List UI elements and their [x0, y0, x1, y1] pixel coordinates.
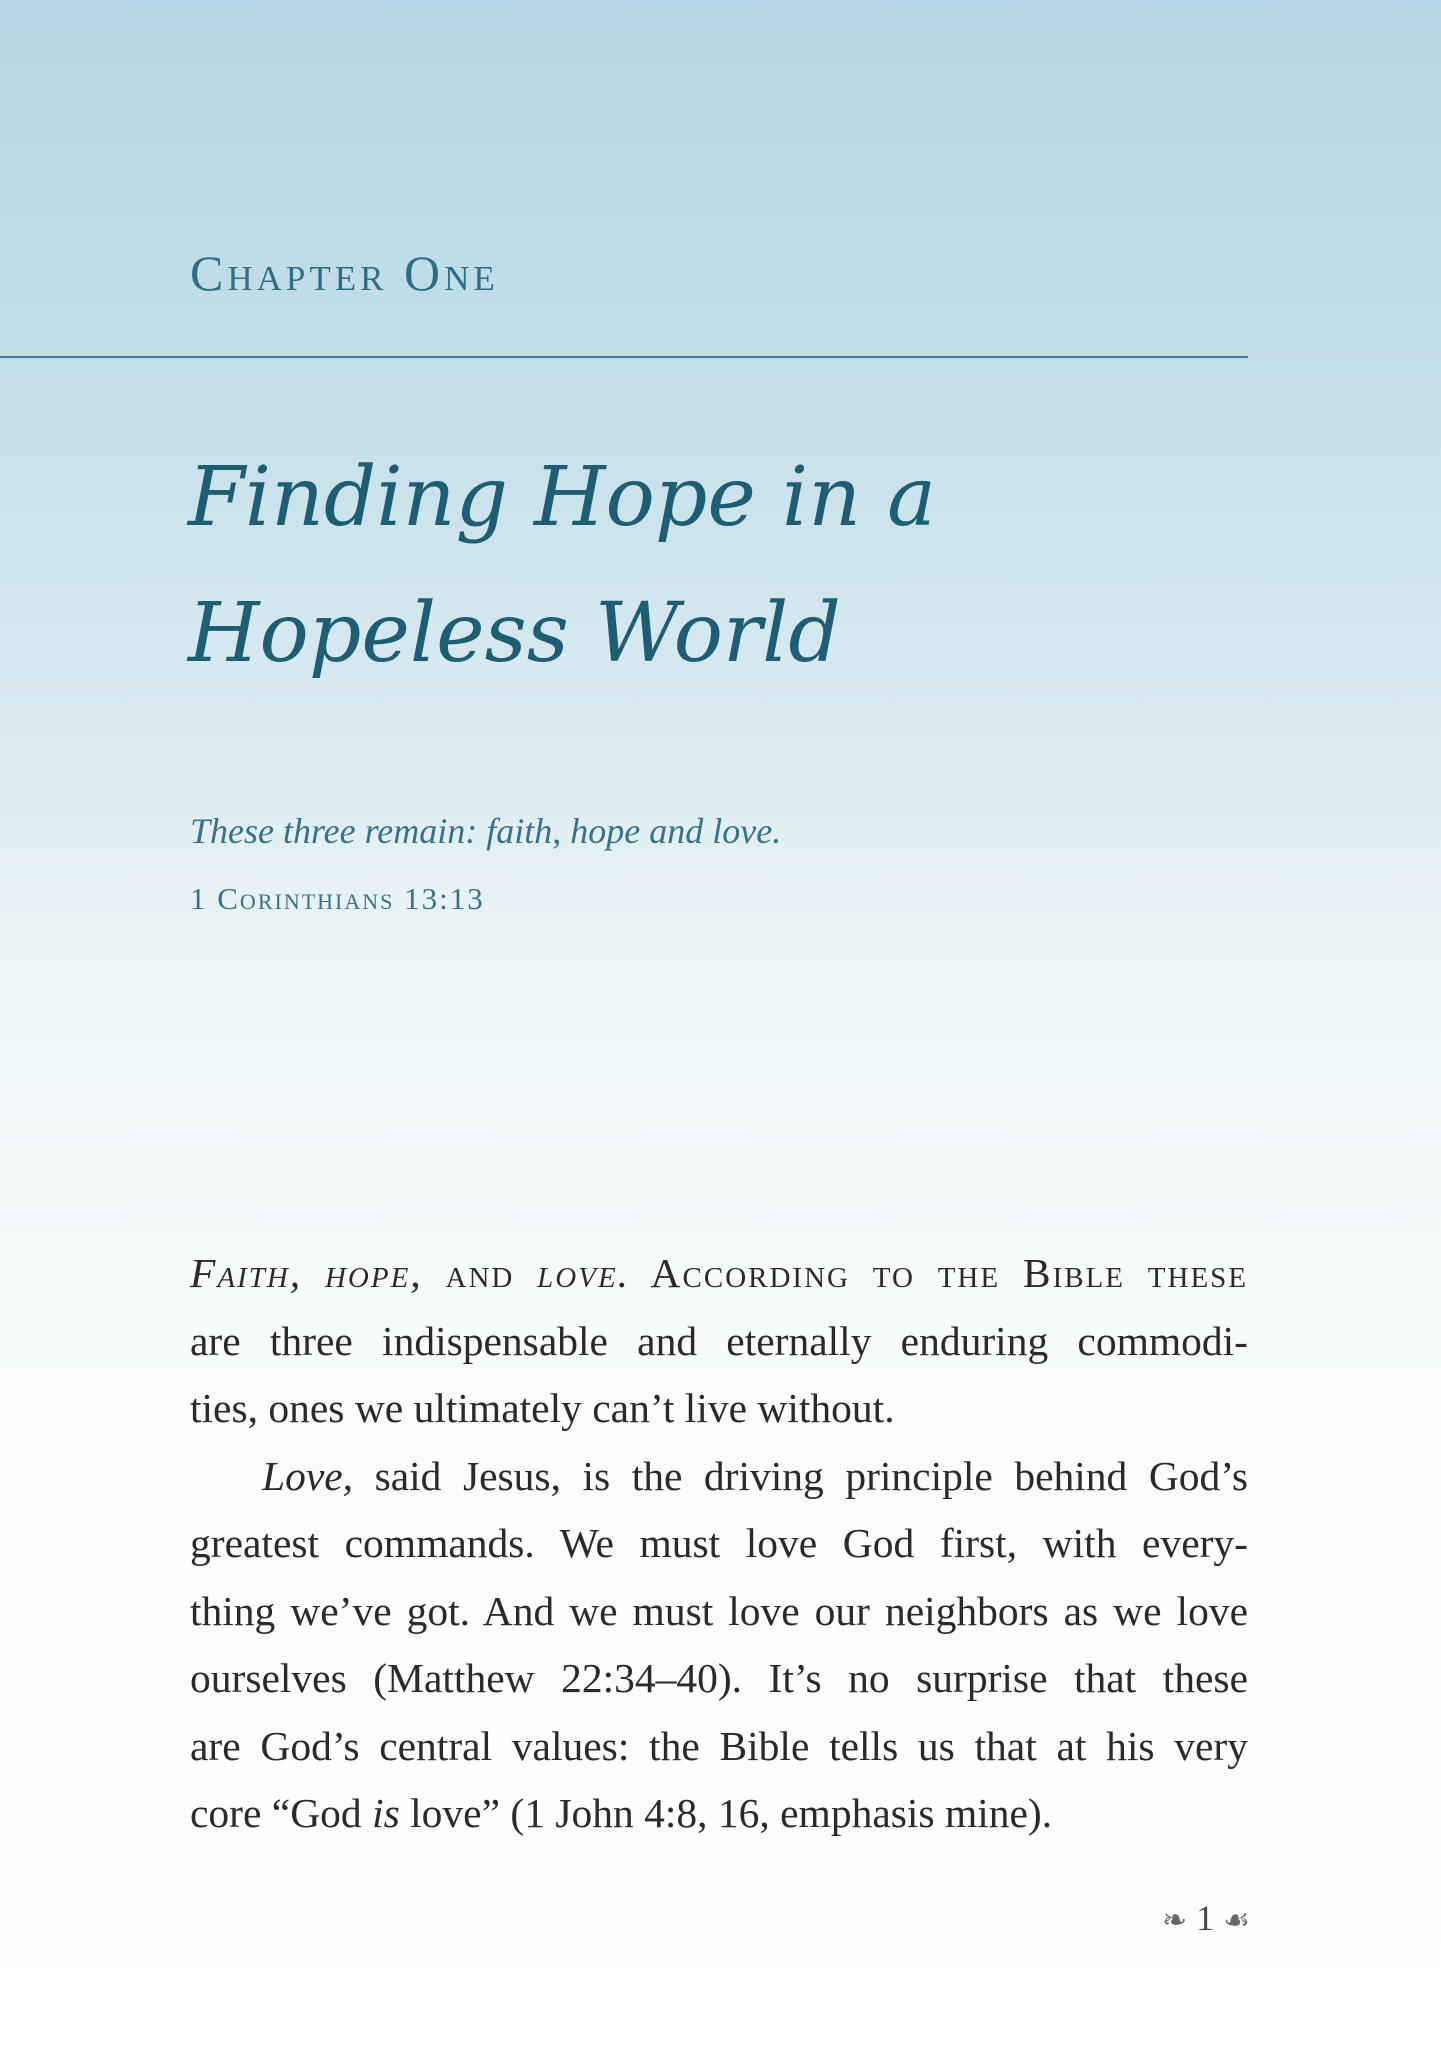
page-footer	[1110, 1897, 1250, 1939]
paragraph-2-line-6: core “God is love” (1 John 4:8, 16, emphasis mine).	[190, 1790, 1053, 1836]
ornament-left-icon: ❧	[1161, 1904, 1188, 1937]
paragraph-1-line-2: are three indispensable and eternally enduring commodi-	[190, 1317, 1248, 1364]
paragraph-2-line-3: thing we’ve got. And we must love our neighbors as we love	[190, 1587, 1248, 1634]
paragraph-2-line-2: greatest commands. We must love God first, with every-	[190, 1520, 1248, 1566]
chapter-title	[188, 430, 1188, 702]
paragraph-1-line-3: ties, ones we ultimately can’t live without.	[190, 1385, 895, 1431]
paragraph-2-line-5: are God’s central values: the Bible tells us that at his very	[190, 1722, 1248, 1769]
paragraph-1-line-1	[190, 1240, 1248, 1308]
ornament-right-icon: ☙	[1223, 1904, 1250, 1937]
page-number: 1	[1196, 1898, 1215, 1938]
body-text	[190, 1240, 1248, 1848]
chapter-title-line-2: Hopeless World	[188, 586, 841, 681]
lead-in-faith: Faith, hope, and love. According to the Bible these	[190, 1250, 1249, 1296]
epigraph-quote: These three remain: faith, hope and love.	[190, 811, 782, 851]
chapter-divider	[0, 356, 1248, 358]
paragraph-2-line-1: Love, said Jesus, is the driving principle behind God’s	[262, 1452, 1248, 1499]
emphasis-love: Love,	[262, 1452, 354, 1499]
chapter-title-line-1: Finding Hope in a	[188, 450, 936, 545]
paragraph-2-line-4: ourselves (Matthew 22:34–40). It’s no surprise that these	[190, 1655, 1248, 1701]
chapter-label: Chapter One	[190, 245, 499, 301]
emphasis-is: is	[372, 1790, 400, 1836]
epigraph-reference: 1 Corinthians 13:13	[190, 881, 485, 916]
